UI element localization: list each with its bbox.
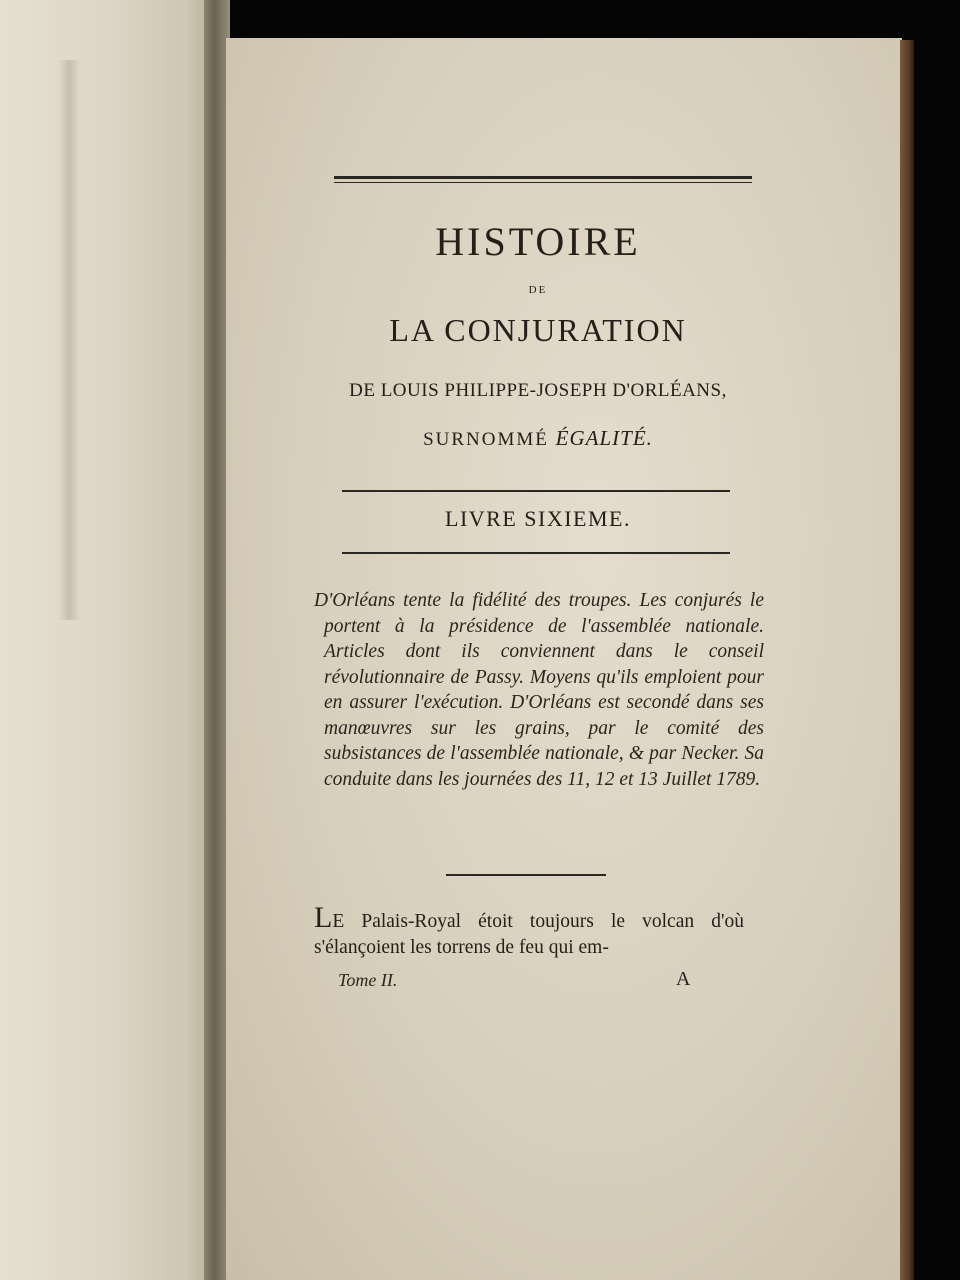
rule-below-livre (342, 552, 730, 554)
book-heading: LIVRE SIXIEME. (445, 506, 631, 531)
signature-mark: A (676, 968, 691, 990)
title-histoire: HISTOIRE (435, 219, 641, 264)
body-text-content: E Palais-Royal étoit toujours le volcan d'où s'élançoient les torrens de feu qui em- (314, 911, 744, 958)
left-page-flyleaf (0, 0, 212, 1280)
paper-crease (58, 60, 80, 620)
title-louis: DE LOUIS PHILIPPE-JOSEPH D'ORLÉANS, (349, 380, 727, 401)
drop-cap: L (314, 901, 333, 934)
top-rule (334, 176, 752, 179)
top-rule-thin (334, 182, 752, 183)
body-paragraph (314, 901, 744, 961)
title-conjuration: LA CONJURATION (389, 312, 687, 348)
rule-above-livre (342, 490, 730, 492)
title-surnomme (318, 426, 758, 451)
book-edge (900, 40, 914, 1280)
volume-label: Tome II. (338, 970, 398, 990)
chapter-summary: D'Orléans tente la fidélité des troupes. Les conjurés le portent à la présidence de l'assemblée nationale. Articles dont ils conviennent dans le conseil révolutionnaire de Passy. Moyens qu'ils emploient pour en assurer l'exécution. D'Orléans est secondé dans ses manœuvres sur les grains, par le comité des subsistances de l'assemblée nationale, & par Necker. Sa conduite dans les journées des 11, 12 et 13 Juillet 1789. (314, 590, 764, 790)
egalite-word: ÉGALITÉ. (555, 426, 653, 450)
surnomme-word: SURNOMMÉ (423, 429, 549, 450)
section-divider (446, 874, 606, 876)
title-de: DE (528, 284, 548, 296)
